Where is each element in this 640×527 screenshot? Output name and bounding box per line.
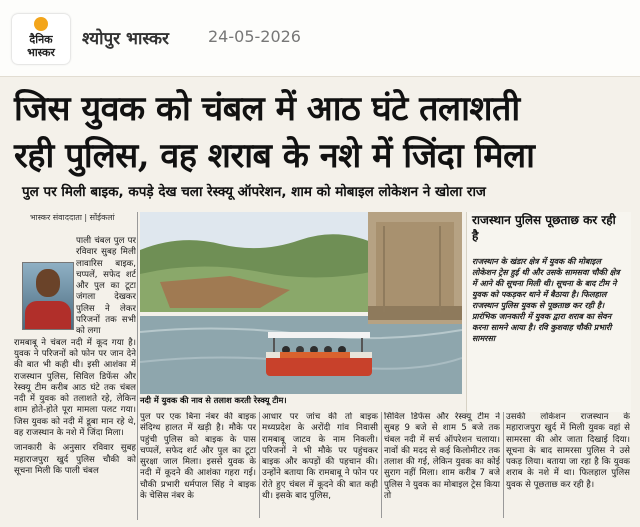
column-1-top-text: पाली चंबल पुल पर रविवार सुबह मिली लावारिस बाइक, चप्पलें, सफेद शर्ट और पुल का टूटा जंगला देखकर पुलिस ने लेकर परिजनों तक सभी को लगा <box>76 236 136 337</box>
rescue-boat-photo <box>140 212 462 394</box>
youth-portrait-photo <box>22 262 74 330</box>
sidebar-title: राजस्थान पुलिस पूछताछ कर रही है <box>472 213 616 243</box>
logo-text-line2: भास्कर <box>27 46 55 59</box>
edition-name: श्योपुर भास्कर <box>82 29 169 49</box>
sun-icon <box>34 17 48 31</box>
column-divider <box>503 412 504 518</box>
headline-line-1: जिस युवक को चंबल में आठ घंटे तलाशती <box>14 89 520 129</box>
edition-date: 24-05-2026 <box>208 27 301 46</box>
headline-line-2: रही पुलिस, वह शराब के नशे में जिंदा मिला <box>14 136 535 176</box>
photo-caption: नदी में युवक की नाव से तलाश करती रेस्क्यू टीम। <box>140 395 287 405</box>
column-1-body-text: रामबाबू ने चंबल नदी में कूद गया है। युवक ने परिजनों को फोन पर जान देने की बात भी कही थी। इसी आशंका में राजस्थान पुलिस, सिविल डिफेंस और रेस्क्यू टीम करीब आठ घंटे तक चंबल नदी में युवक को तलाशते रहे, लेकिन शाम होते-होते पूरा मामला पलट गया। जिस युवक को नदी में डूबा मान रहे थे, वह राजस्थान के नशे में जिंदा मिला। <box>14 337 136 439</box>
article-column-5: उसकी लोकेशन राजस्थान के महाराजपुरा खुर्द में मिली युवक वहां से सामरसा की ओर जाता दिखाई दिया। सूचना के बाद सामरसा पुलिस ने उसे पकड़ लिया। बताया जा रहा है कि युवक शराब के नशे में था। फिलहाल पुलिस युवक से पूछताछ कर रही है। <box>506 412 630 490</box>
column-divider <box>381 412 382 518</box>
column-divider <box>259 412 260 518</box>
column-divider <box>137 212 138 520</box>
dainik-bhaskar-logo <box>12 14 70 64</box>
logo-text-line1: दैनिक <box>29 33 53 46</box>
newspaper-header <box>0 0 640 77</box>
subheadline: पुल पर मिली बाइक, कपड़े देख चला रेस्क्यू ऑपरेशन, शाम को मोबाइल लोकेशन ने खोला राज <box>22 184 486 200</box>
column-1-tail-text: जानकारी के अनुसार रविवार सुबह महाराजपुरा खुर्द पुलिस चौकी को सूचना मिली कि पाली चंबल <box>14 443 136 476</box>
sidebar-text: राजस्थान के खंडार क्षेत्र में युवक की मोबाइल लोकेशन ट्रेस हुई थी और उसके सामसवा चौकी क्षेत्र में आने की सूचना मिली थी। सूचना के बाद टीम ने युवक को पकड़कर थाने में बैठाया है। फिलहाल राजस्थान पुलिस युवक से पूछताछ कर रही है। प्रारंभिक जानकारी में युवक द्वारा शराब का सेवन करना सामने आया है। रवि कुशवाह चौकी प्रभारी सामरसा <box>472 257 620 343</box>
byline: भास्कर संवाददाता | सोंईकलां <box>30 213 115 222</box>
article-column-2: पुल पर एक बिना नंबर की बाइक संदिग्ध हालत में खड़ी है। मौके पर पहुंची पुलिस को बाइक के पास चप्पलें, सफेद शर्ट और पुल का टूटा सुरक्षा जाल मिला। इससे युवक के नदी में कूदने की आशंका गहरा गई। चौकी प्रभारी धर्मपाल सिंह ने बाइक के चेसिस नंबर के <box>140 412 256 502</box>
article-column-4: सिविल डिफेंस और रेस्क्यू टीम ने सुबह 9 बजे से शाम 5 बजे तक चंबल नदी में सर्च ऑपरेशन चलाया। नावों की मदद से कई किलोमीटर तक तलाश की गई, लेकिन युवक का कोई सुराग नहीं मिला। शाम करीब 7 बजे पुलिस ने युवक का मोबाइल ट्रेस किया तो <box>384 412 500 502</box>
article-column-3: आधार पर जांच की तो बाइक मध्यप्रदेश के अरोंदी गांव निवासी रामबाबू जाटव के नाम निकली। परिजनों ने भी मौके पर पहुंचकर बाइक और कपड़ों की पहचान की। उन्होंने बताया कि रामबाबू ने फोन पर रोते हुए चंबल में कूदने की बात कही थी। इसके बाद पुलिस, <box>262 412 378 502</box>
